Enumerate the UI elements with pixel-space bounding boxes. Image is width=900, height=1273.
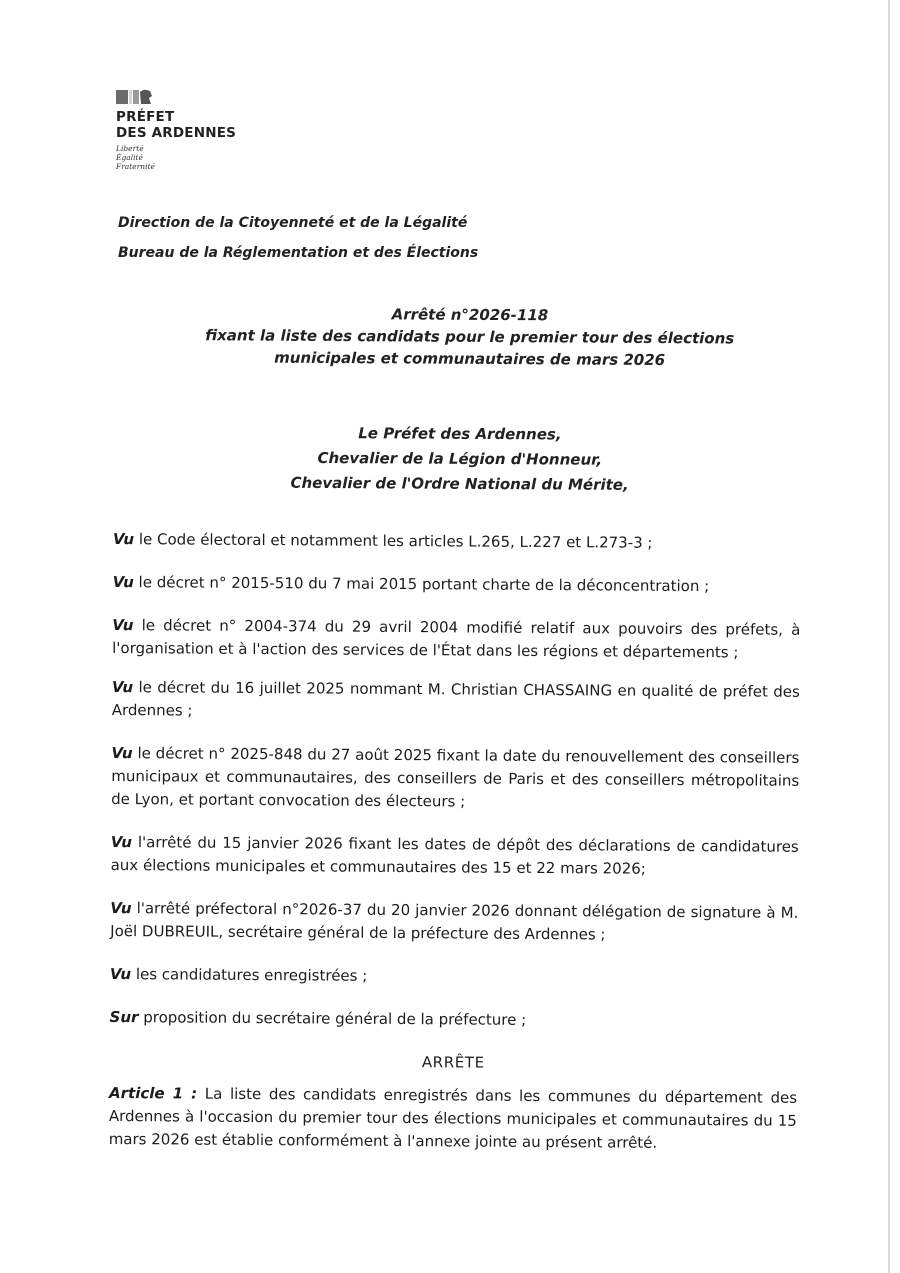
visa-paragraph <box>111 831 799 882</box>
visa-paragraph <box>113 571 801 599</box>
authority-line2: Chevalier de la Légion d'Honneur, <box>317 448 603 469</box>
motto-liberte: Liberté <box>116 144 144 153</box>
authority-line3: Chevalier de l'Ordre National du Mérite, <box>290 473 629 494</box>
decree-title <box>170 302 770 372</box>
visa-paragraph <box>111 742 799 816</box>
visa-text: le décret n° 2025-848 du 27 août 2025 fixant la date du renouvellement des conseillers municipaux et communautaires, des conseillers de Paris et des conseillers métropolitains de Lyon, et portant convocation des électeurs ; <box>111 744 800 811</box>
visa-text: le décret du 16 juillet 2025 nommant M. Christian CHASSAING en qualité de préfet des Ardennes ; <box>111 678 800 720</box>
article-1 <box>109 1082 797 1156</box>
authority-block <box>160 420 760 499</box>
bureau-name: Bureau de la Réglementation et des Élections <box>118 245 479 261</box>
org-name-line2: DES ARDENNES <box>116 125 237 141</box>
article-1-text: La liste des candidats enregistrés dans les communes du département des Ardennes à l'occasion du premier tour des élections municipales et communautaires du 15 mars 2026 est établie conformément à l'annexe jointe au présent arrêté. <box>108 1084 798 1152</box>
prefecture-logo <box>116 88 276 171</box>
org-name-line1: PRÉFET <box>116 109 175 125</box>
visa-text: le décret n° 2004-374 du 29 avril 2004 modifié relatif aux pouvoirs des préfets, à l'organisation et à l'action des services de l'État dans les régions et départements ; <box>112 616 801 662</box>
scan-edge <box>888 0 890 1273</box>
visa-text: les candidatures enregistrées ; <box>131 965 368 985</box>
visa-text: l'arrêté du 15 janvier 2026 fixant les dates de dépôt des déclarations de candidatures aux élections municipales et communautaires des 15 et 22 mars 2026; <box>110 833 799 878</box>
visa-paragraph <box>110 897 798 948</box>
visa-keyword: Vu <box>109 964 132 984</box>
visa-keyword: Vu <box>110 898 132 918</box>
visa-keyword: Vu <box>112 615 134 635</box>
decree-title-line3: municipales et communautaires de mars 2026 <box>274 348 666 370</box>
decree-body <box>109 528 801 1176</box>
decree-number: Arrêté n°2026-118 <box>391 305 549 325</box>
visa-paragraph <box>110 963 798 991</box>
visa-keyword: Vu <box>112 529 135 549</box>
direction-name: Direction de la Citoyenneté et de la Légalité <box>118 215 468 231</box>
visa-text: le Code électoral et notamment les articles L.265, L.227 et L.273-3 ; <box>134 530 653 552</box>
marianne-logo-icon <box>116 88 154 106</box>
visa-paragraph <box>112 614 800 665</box>
visa-text: le décret n° 2015-510 du 7 mai 2015 portant charte de la déconcentration ; <box>133 573 710 596</box>
article-1-label: Article 1 : <box>108 1083 198 1103</box>
motto-egalite: Égalité <box>116 153 143 162</box>
proposal-text: proposition du secrétaire général de la préfecture ; <box>138 1008 527 1029</box>
service-block <box>118 208 478 268</box>
motto-fraternite: Fraternité <box>116 162 155 171</box>
arrete-heading: ARRÊTE <box>421 1053 485 1072</box>
visa-keyword: Vu <box>110 832 133 852</box>
proposal-keyword: Sur <box>109 1007 139 1027</box>
decree-title-line2: fixant la liste des candidats pour le premier tour des élections <box>205 326 735 348</box>
visa-keyword: Vu <box>111 743 133 763</box>
visa-keyword: Vu <box>111 677 134 697</box>
visa-text: l'arrêté préfectoral n°2026-37 du 20 janvier 2026 donnant délégation de signature à M. Joël DUBREUIL, secrétaire général de la préfecture des Ardennes ; <box>110 899 799 944</box>
visa-paragraph <box>113 528 801 556</box>
authority-line1: Le Préfet des Ardennes, <box>358 424 562 444</box>
visa-paragraph <box>112 676 800 727</box>
proposal-paragraph <box>110 1006 798 1034</box>
visa-keyword: Vu <box>112 572 134 592</box>
